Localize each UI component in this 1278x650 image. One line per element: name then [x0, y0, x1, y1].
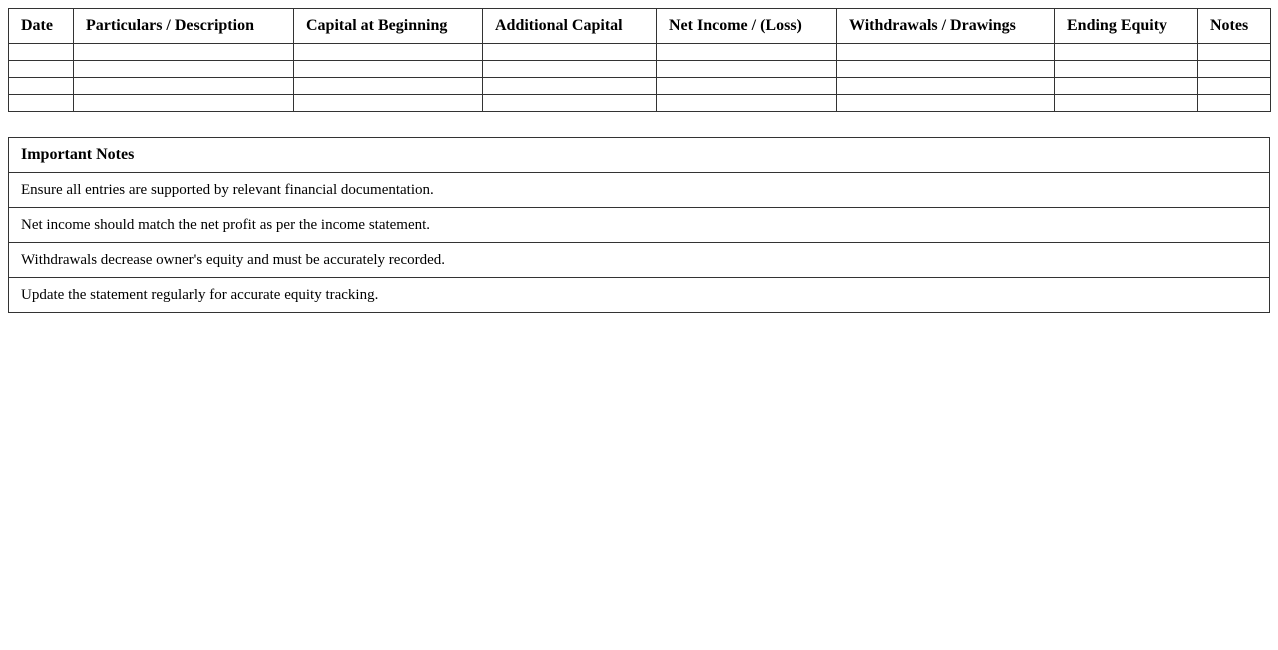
page-content — [8, 8, 1270, 313]
table-cell[interactable] — [1055, 78, 1198, 95]
table-cell[interactable] — [483, 78, 657, 95]
table-cell[interactable] — [1055, 95, 1198, 112]
column-header-notes: Notes — [1198, 9, 1271, 44]
note-text: Withdrawals decrease owner's equity and must be accurately recorded. — [9, 243, 1270, 278]
column-header-capital-beginning: Capital at Beginning — [294, 9, 483, 44]
table-cell[interactable] — [837, 95, 1055, 112]
table-row — [9, 95, 1271, 112]
table-cell[interactable] — [294, 95, 483, 112]
table-cell[interactable] — [74, 78, 294, 95]
column-header-additional-capital: Additional Capital — [483, 9, 657, 44]
note-text: Net income should match the net profit as per the income statement. — [9, 208, 1270, 243]
notes-title: Important Notes — [9, 138, 1270, 173]
table-cell[interactable] — [1198, 44, 1271, 61]
table-cell[interactable] — [294, 61, 483, 78]
column-header-ending-equity: Ending Equity — [1055, 9, 1198, 44]
table-cell[interactable] — [483, 44, 657, 61]
list-item — [9, 208, 1270, 243]
table-cell[interactable] — [294, 78, 483, 95]
column-header-net-income: Net Income / (Loss) — [657, 9, 837, 44]
table-cell[interactable] — [1198, 95, 1271, 112]
table-cell[interactable] — [483, 61, 657, 78]
list-item — [9, 173, 1270, 208]
column-header-date: Date — [9, 9, 74, 44]
note-text: Update the statement regularly for accurate equity tracking. — [9, 278, 1270, 313]
table-cell[interactable] — [9, 95, 74, 112]
table-cell[interactable] — [657, 95, 837, 112]
table-cell[interactable] — [657, 78, 837, 95]
list-item — [9, 278, 1270, 313]
table-row — [9, 78, 1271, 95]
table-cell[interactable] — [74, 95, 294, 112]
table-row — [9, 61, 1271, 78]
table-cell[interactable] — [483, 95, 657, 112]
table-cell[interactable] — [294, 44, 483, 61]
table-cell[interactable] — [74, 61, 294, 78]
table-cell[interactable] — [657, 61, 837, 78]
table-cell[interactable] — [837, 61, 1055, 78]
column-header-particulars: Particulars / Description — [74, 9, 294, 44]
table-row — [9, 44, 1271, 61]
note-text: Ensure all entries are supported by relevant financial documentation. — [9, 173, 1270, 208]
table-cell[interactable] — [1055, 61, 1198, 78]
table-cell[interactable] — [1055, 44, 1198, 61]
table-cell[interactable] — [9, 61, 74, 78]
table-cell[interactable] — [837, 78, 1055, 95]
table-cell[interactable] — [74, 44, 294, 61]
table-header-row — [9, 9, 1271, 44]
equity-statement-table — [8, 8, 1271, 112]
column-header-withdrawals: Withdrawals / Drawings — [837, 9, 1055, 44]
table-cell[interactable] — [9, 44, 74, 61]
table-cell[interactable] — [657, 44, 837, 61]
notes-header-row — [9, 138, 1270, 173]
table-cell[interactable] — [837, 44, 1055, 61]
important-notes-table — [8, 137, 1270, 313]
table-cell[interactable] — [1198, 78, 1271, 95]
list-item — [9, 243, 1270, 278]
table-cell[interactable] — [1198, 61, 1271, 78]
table-cell[interactable] — [9, 78, 74, 95]
